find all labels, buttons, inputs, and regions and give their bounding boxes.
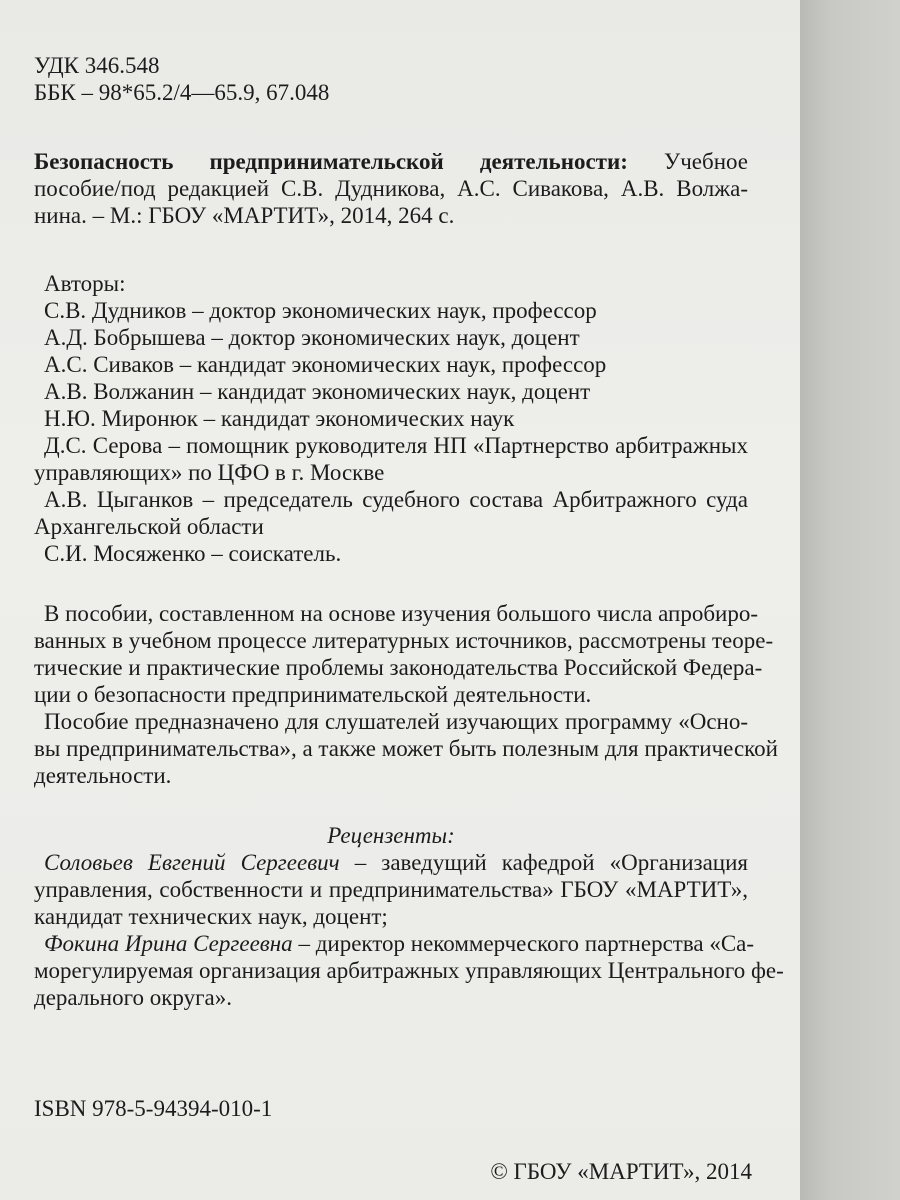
reviewer-1-line-3: кандидат технических наук, доцент; bbox=[34, 904, 388, 929]
author-line: А.В. Волжанин – кандидат экономических наук, доцент bbox=[44, 379, 591, 404]
author-line: С.В. Дудников – доктор экономических наук, профессор bbox=[44, 298, 597, 323]
reviewers-block bbox=[34, 822, 784, 1011]
authors-heading: Авторы: bbox=[44, 271, 126, 296]
author-line: А.С. Сиваков – кандидат экономических наук, профессор bbox=[44, 352, 607, 377]
author-line: Архангельской области bbox=[34, 514, 264, 539]
annotation-line: ванных в учебном процессе литературных источников, рассмотрены теоре- bbox=[34, 628, 774, 653]
annotation-line: В пособии, составленном на основе изучения большого числа апробиро- bbox=[44, 601, 759, 626]
reviewer-2-line-1-rest: – директор некоммерческого партнерства «Са- bbox=[292, 931, 755, 956]
udk-code: УДК 346.548 bbox=[34, 53, 160, 78]
citation-block bbox=[34, 148, 748, 229]
copyright-notice: © ГБОУ «МАРТИТ», 2014 bbox=[490, 1159, 752, 1184]
author-line: Д.С. Серова – помощник руководителя НП «Партнерство арбитражных bbox=[44, 433, 748, 458]
citation-line-3: нина. – М.: ГБОУ «МАРТИТ», 2014, 264 с. bbox=[34, 203, 455, 228]
reviewer-2-name: Фокина Ирина Сергеевна bbox=[44, 931, 293, 956]
annotation-line: тические и практические проблемы законодательства Российской Федера- bbox=[34, 655, 763, 680]
reviewer-2-line-2: морегулируемая организация арбитражных управляющих Центрального фе- bbox=[34, 958, 784, 983]
reviewer-1-line-1 bbox=[34, 849, 748, 876]
citation-line-2: пособие/под редакцией С.В. Дудникова, А.С. Сивакова, А.В. Волжа- bbox=[34, 176, 748, 201]
isbn-block bbox=[34, 1095, 748, 1122]
annotation-block bbox=[34, 600, 778, 789]
reviewer-1-line-2: управления, собственности и предпринимательства» ГБОУ «МАРТИТ», bbox=[34, 877, 748, 902]
book-title: Безопасность предпринимательской деятельности: bbox=[34, 149, 628, 174]
reviewer-1-name: Соловьев Евгений Сергеевич bbox=[44, 850, 340, 875]
reviewer-2-line-1 bbox=[34, 930, 755, 957]
annotation-line: деятельности. bbox=[34, 763, 172, 788]
author-line: А.Д. Бобрышева – доктор экономических наук, доцент bbox=[44, 325, 580, 350]
reviewer-1-line-1-rest: – заведущий кафедрой «Организация bbox=[339, 850, 749, 875]
annotation-line: Пособие предназначено для слушателей изучающих программу «Осно- bbox=[44, 709, 748, 734]
annotation-line: ции о безопасности предпринимательской деятельности. bbox=[34, 682, 592, 707]
author-line: С.И. Мосяженко – соискатель. bbox=[44, 541, 342, 566]
authors-block bbox=[34, 270, 748, 567]
reviewer-2-line-3: дерального округа». bbox=[34, 985, 232, 1010]
bbk-code: ББК – 98*65.2/4—65.9, 67.048 bbox=[34, 80, 330, 105]
annotation-line: вы предпринимательства», а также может быть полезным для практической bbox=[34, 736, 778, 761]
next-page-edge bbox=[800, 0, 900, 1200]
isbn-number: ISBN 978-5-94394-010-1 bbox=[34, 1096, 273, 1121]
citation-line-1 bbox=[34, 148, 748, 175]
classification-block bbox=[34, 52, 748, 106]
reviewers-heading: Рецензенты: bbox=[327, 823, 455, 848]
author-line: Н.Ю. Миронюк – кандидат экономических наук bbox=[44, 406, 515, 431]
author-line: управляющих» по ЦФО в г. Москве bbox=[34, 460, 385, 485]
copyright-block bbox=[452, 1158, 752, 1185]
author-line: А.В. Цыганков – председатель судебного состава Арбитражного суда bbox=[44, 487, 748, 512]
citation-line-1-rest: Учебное bbox=[627, 149, 748, 174]
